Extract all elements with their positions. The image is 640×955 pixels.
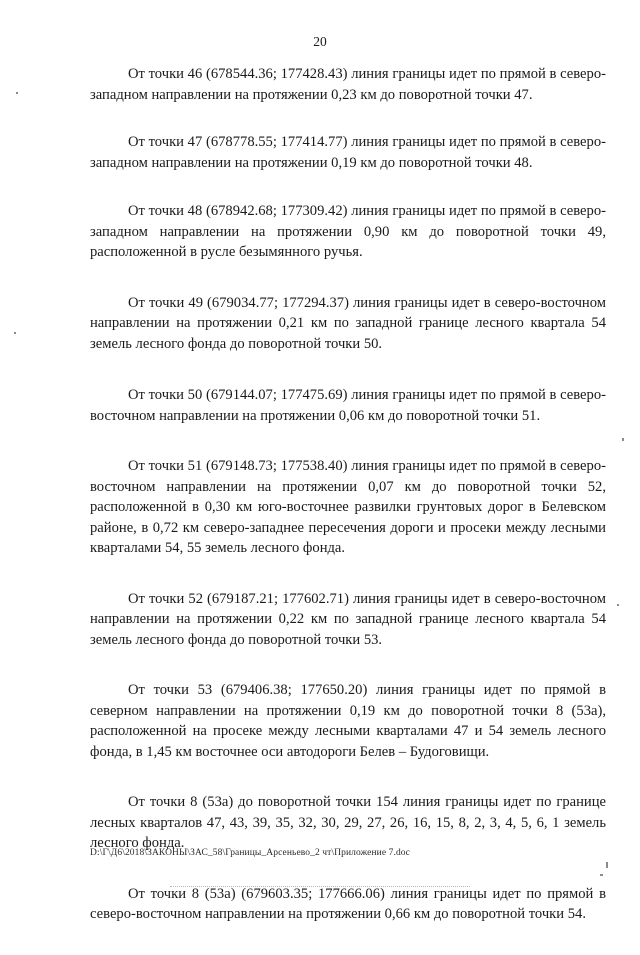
scan-speck bbox=[16, 92, 18, 94]
paragraph-point-48: От точки 48 (678942.68; 177309.42) линия границы идет по прямой в северо-западном направлении на протяжении 0,90 км до поворотной точки 49, расположенной в русле безымянного ручья. bbox=[90, 203, 606, 260]
paragraph-point-47: От точки 47 (678778.55; 177414.77) линия границы идет по прямой в северо-западном направлении на протяжении 0,19 км до поворотной точки 48. bbox=[90, 134, 606, 171]
paragraph-point-49: От точки 49 (679034.77; 177294.37) линия границы идет в северо-восточном направлении на протяжении 0,21 км по западной границе лесного квартала 54 земель лесного фонда до поворотной точки 50. bbox=[90, 294, 606, 352]
paragraph-point-51: От точки 51 (679148.73; 177538.40) линия границы идет по прямой в северо-восточном направлении на протяжении 0,07 км до поворотной точки 52, расположенной в 0,30 км юго-восточнее развилки грунтовых дорог в Белевском районе, в 0,72 км северо-западнее пересечения дороги и просеки между лесными кварталами 54, 55 земель лесного фонда. bbox=[90, 458, 606, 556]
page-number: 20 bbox=[313, 34, 327, 49]
paragraph-point-8-boundary: От точки 8 (53а) до поворотной точки 154 линия границы идет по границе лесных кварталов 47, 43, 39, 35, 32, 30, 29, 27, 26, 16, 15, 8, 2, 3, 4, 5, 6, 1 земель лесного фонда. bbox=[90, 794, 606, 851]
scan-speck bbox=[622, 438, 624, 441]
paragraph-point-50: От точки 50 (679144.07; 177475.69) линия границы идет по прямой в северо-восточном направлении на протяжении 0,06 км до поворотной точки 51. bbox=[90, 387, 606, 424]
scan-speck bbox=[617, 604, 619, 606]
scan-edge-dots bbox=[170, 886, 470, 888]
document-body bbox=[90, 64, 606, 955]
paragraph-point-52: От точки 52 (679187.21; 177602.71) линия границы идет в северо-восточном направлении на протяжении 0,22 км по западной границе лесного квартала 54 земель лесного фонда до поворотной точки 53. bbox=[90, 590, 606, 648]
paragraph-point-53: От точки 53 (679406.38; 177650.20) линия границы идет по прямой в северном направлении на протяжении 0,19 км до поворотной точки 8 (53а), расположенной на просеке между лесными кварталами 47 и 54 земель лесного фонда, в 1,45 км восточнее оси автодороги Белев – Будоговищи. bbox=[90, 682, 606, 760]
paragraph-point-46: От точки 46 (678544.36; 177428.43) линия границы идет по прямой в северо-западном направлении на протяжении 0,23 км до поворотной точки 47. bbox=[90, 66, 606, 103]
scan-speck bbox=[14, 332, 16, 334]
scan-speck bbox=[606, 862, 608, 868]
footer-file-path: D:\Г\Д6\2018\ЗАКОНЫ\ЗАС_58\Границы_Арсеньево_2 чт\Приложение 7.doc bbox=[90, 848, 410, 858]
scan-speck bbox=[600, 874, 603, 876]
paragraph-point-8-to-54: От точки 8 (53а) (679603.35; 177666.06) линия границы идет по прямой в северо-восточном направлении на протяжении 0,66 км до поворотной точки 54. bbox=[90, 885, 606, 922]
